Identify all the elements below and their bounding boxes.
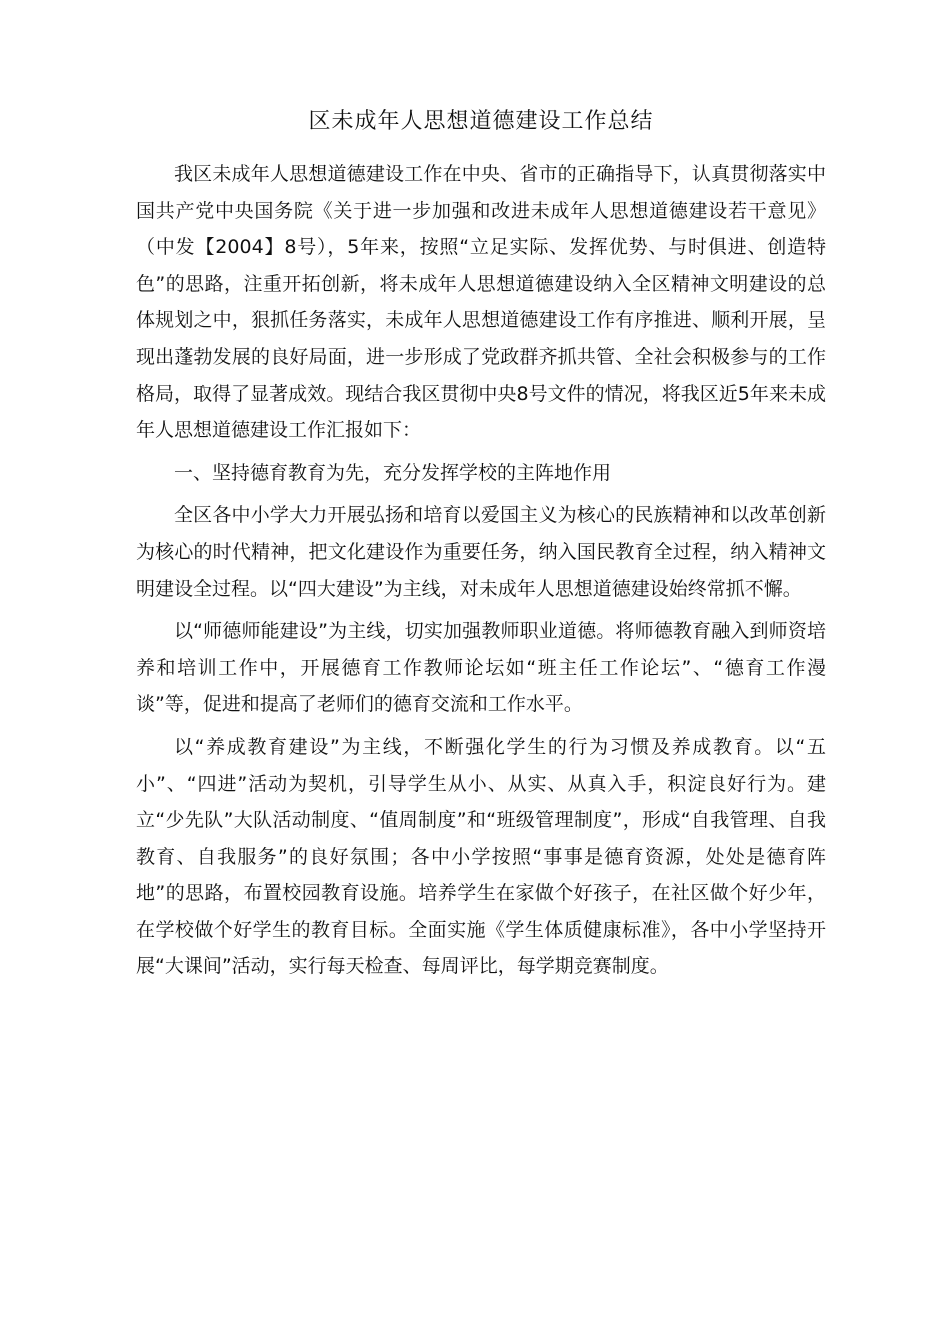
intro-paragraph: 我区未成年人思想道德建设工作在中央、省市的正确指导下，认真贯彻落实中国共产党中央国务院《关于进一步加强和改进未成年人思想道德建设若干意见》（中发【2004】8号），5年来，按照“立足实际、发挥优势、与时俱进、创造特色”的思路，注重开拓创新，将未成年人思想道德建设纳入全区精神文明建设的总体规划之中，狠抓任务落实，未成年人思想道德建设工作有序推进、顺利开展，呈现出蓬勃发展的良好局面，进一步形成了党政群齐抓共管、全社会积极参与的工作格局，取得了显著成效。现结合我区贯彻中央8号文件的情况，将我区近5年来未成年人思想道德建设工作汇报如下： [136, 163, 826, 442]
section1-paragraph-1: 全区各中小学大力开展弘扬和培育以爱国主义为核心的民族精神和以改革创新为核心的时代精神，把文化建设作为重要任务，纳入国民教育全过程，纳入精神文明建设全过程。以“四大建设”为主线，对未成年人思想道德建设始终常抓不懈。 [136, 504, 826, 600]
section1-paragraph-2: 以“师德师能建设”为主线，切实加强教师职业道德。将师德教育融入到师资培养和培训工作中，开展德育工作教师论坛如“班主任工作论坛”、“德育工作漫谈”等，促进和提高了老师们的德育交流和工作水平。 [136, 620, 826, 716]
section-heading-1: 一、坚持德育教育为先，充分发挥学校的主阵地作用 [174, 461, 612, 484]
section1-paragraph-3: 以“养成教育建设”为主线，不断强化学生的行为习惯及养成教育。以“五小”、“四进”活动为契机，引导学生从小、从实、从真入手，积淀良好行为。建立“少先队”大队活动制度、“值周制度”和“班级管理制度”，形成“自我管理、自我教育、自我服务”的良好氛围；各中小学按照“事事是德育资源，处处是德育阵地”的思路，布置校园教育设施。培养学生在家做个好孩子，在社区做个好少年，在学校做个好学生的教育目标。全面实施《学生体质健康标准》，各中小学坚持开展“大课间”活动，实行每天检查、每周评比，每学期竞赛制度。 [136, 735, 826, 978]
document-title: 区未成年人思想道德建设工作总结 [308, 109, 654, 134]
